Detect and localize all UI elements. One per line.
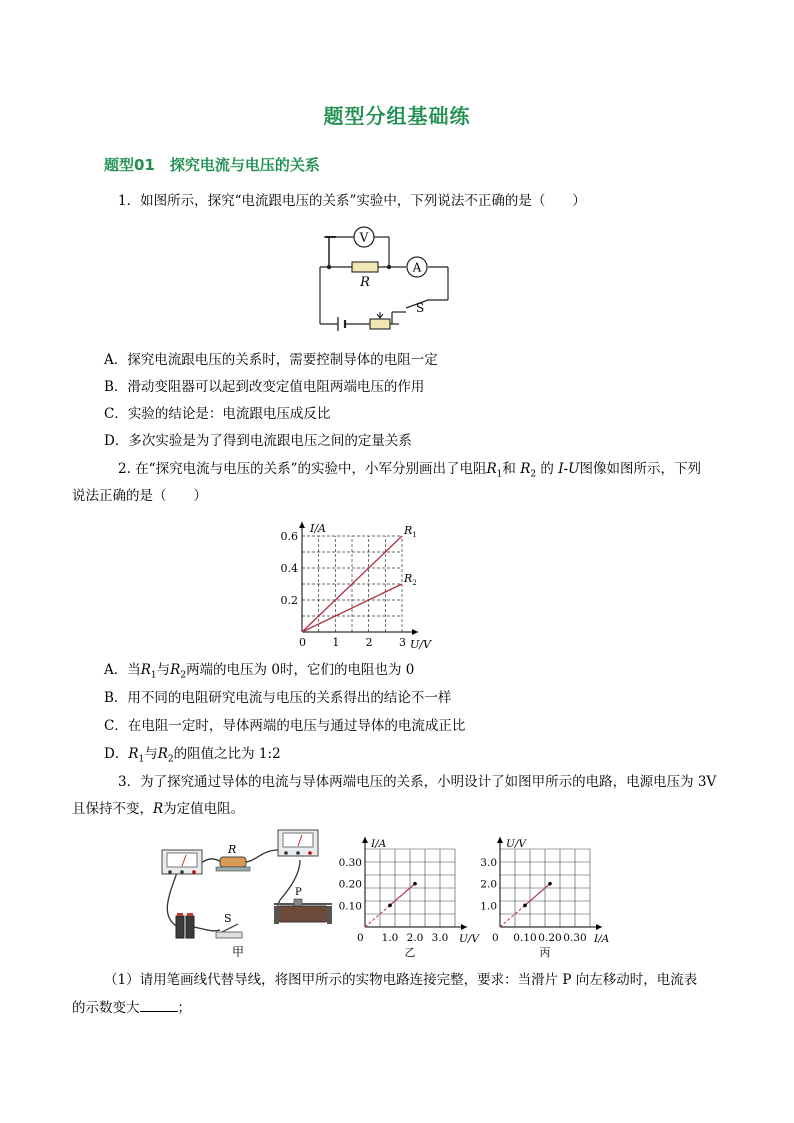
x-tick-label: 3 bbox=[399, 636, 406, 649]
q3-stem-line2: 且保持不变，R为定值电阻。 bbox=[72, 801, 245, 817]
data-line bbox=[390, 884, 415, 906]
y-axis-arrow bbox=[299, 522, 305, 528]
q1-option-b: B．滑动变阻器可以起到改变定值电阻两端电压的作用 bbox=[104, 379, 425, 395]
q2-stem-line1: 2. 在“探究电流与电压的关系”的实验中，小军分别画出了电阻$R_1$和 $R_2$ 的 I-U图像如图所示，下列 bbox=[118, 461, 701, 480]
x-tick-label: 2 bbox=[365, 636, 373, 649]
x-tick-label: 0 bbox=[299, 636, 306, 649]
q3-sub1-line2: 的示数变大 ； bbox=[72, 1000, 191, 1016]
x-tick-label: 1.0 bbox=[381, 932, 399, 944]
x-tick-label: 3.0 bbox=[431, 932, 449, 944]
resistor-label: R bbox=[360, 275, 370, 290]
bing-caption: 丙 bbox=[539, 946, 551, 959]
jia-resistor-label: R bbox=[228, 843, 237, 856]
q2-option-a: A．当$R_1$与$R_2$两端的电压为 0时，它们的电阻也为 0 bbox=[104, 662, 415, 681]
jia-slider-label: P bbox=[295, 887, 302, 898]
q2-stem-line2: 说法正确的是（ ） bbox=[72, 488, 207, 504]
y-tick-label: 0.4 bbox=[280, 562, 298, 575]
y-tick-label: 0.30 bbox=[338, 857, 362, 869]
q1-stem: 1．如图所示，探究“电流跟电压的关系”实验中，下列说法不正确的是（ ） bbox=[118, 193, 586, 209]
switch-label: S bbox=[416, 301, 425, 315]
data-point bbox=[388, 904, 392, 908]
data-point bbox=[413, 882, 417, 886]
q2-option-d: D．$R_1$与$R_2$的阻值之比为 1:2 bbox=[104, 746, 281, 765]
x-tick-label: 0.20 bbox=[538, 932, 562, 944]
y-tick-label: 2.0 bbox=[480, 878, 497, 891]
x-axis-label: I/A bbox=[594, 933, 610, 945]
x-tick-label: 0.10 bbox=[513, 932, 537, 944]
q2-option-c: C．在电阻一定时，导体两端的电压与通过导体的电流成正比 bbox=[104, 718, 466, 734]
x-axis-arrow bbox=[596, 924, 602, 930]
q1-circuit-diagram bbox=[300, 220, 470, 335]
fixed-resistor-icon bbox=[220, 857, 246, 867]
jia-switch-label: S bbox=[224, 912, 232, 925]
q2-option-b: B．用不同的电阻研究电流与电压的关系得出的结论不一样 bbox=[104, 690, 452, 706]
q1-option-a: A．探究电流跟电压的关系时，需要控制导体的电阻一定 bbox=[104, 352, 438, 368]
q3-figure-jia bbox=[150, 822, 335, 960]
q3-figure-bing bbox=[470, 822, 630, 960]
jia-caption: 甲 bbox=[231, 945, 245, 959]
x-axis-arrow bbox=[461, 924, 467, 930]
extrapolation-line bbox=[500, 905, 525, 927]
yi-caption: 乙 bbox=[404, 946, 416, 959]
x-tick-label: 1 bbox=[332, 636, 340, 649]
section-heading: 题型01 探究电流与电压的关系 bbox=[104, 156, 320, 174]
origin-label: 0 bbox=[492, 932, 499, 944]
rheostat-device-icon bbox=[278, 906, 328, 922]
series-label-R1: $R_1$ bbox=[404, 524, 417, 539]
x-tick-label: 2.0 bbox=[406, 932, 424, 944]
voltmeter-label: V bbox=[359, 230, 369, 245]
y-axis-label: I/A bbox=[371, 838, 387, 850]
data-point bbox=[548, 882, 552, 886]
rheostat-icon bbox=[370, 319, 390, 329]
y-axis-arrow bbox=[497, 837, 503, 843]
y-tick-label: 0.6 bbox=[280, 530, 298, 543]
x-axis-label: U/V bbox=[459, 933, 479, 945]
x-axis-arrow bbox=[412, 629, 418, 635]
y-tick-label: 0.2 bbox=[280, 594, 298, 607]
y-tick-label: 0.20 bbox=[338, 878, 362, 891]
page-title: 题型分组基础练 bbox=[323, 104, 471, 128]
q1-option-d: D．多次实验是为了得到电流跟电压之间的定量关系 bbox=[104, 433, 412, 449]
data-line bbox=[525, 884, 550, 906]
q3-stem-line1: 3．为了探究通过导体的电流与导体两端电压的关系，小明设计了如图甲所示的电路，电源电压为 3V bbox=[118, 774, 717, 790]
answer-blank[interactable] bbox=[140, 999, 178, 1012]
y-tick-label: 0.10 bbox=[338, 900, 362, 913]
q3-sub1-line1: （1）请用笔画线代替导线，将图甲所示的实物电路连接完整，要求：当滑片 P 向左移动时，电流表 bbox=[104, 972, 698, 988]
ammeter-label: A bbox=[412, 260, 422, 275]
y-tick-label: 1.0 bbox=[480, 900, 497, 913]
extrapolation-line bbox=[365, 905, 390, 927]
data-point bbox=[523, 904, 527, 908]
q1-option-c: C．实验的结论是：电流跟电压成反比 bbox=[104, 406, 331, 422]
resistor-icon bbox=[352, 262, 378, 272]
y-axis-label: U/V bbox=[506, 838, 526, 850]
series-label-R2: $R_2$ bbox=[404, 572, 417, 587]
battery-icon bbox=[176, 916, 184, 938]
y-axis-arrow bbox=[362, 837, 368, 843]
origin-label: 0 bbox=[357, 932, 364, 944]
x-tick-label: 0.30 bbox=[563, 932, 587, 944]
x-axis-label: U/V bbox=[410, 638, 431, 651]
y-tick-label: 3.0 bbox=[480, 857, 497, 869]
switch-icon bbox=[216, 932, 242, 938]
y-axis-label: I/A bbox=[310, 522, 326, 535]
q2-iu-chart bbox=[280, 512, 440, 654]
